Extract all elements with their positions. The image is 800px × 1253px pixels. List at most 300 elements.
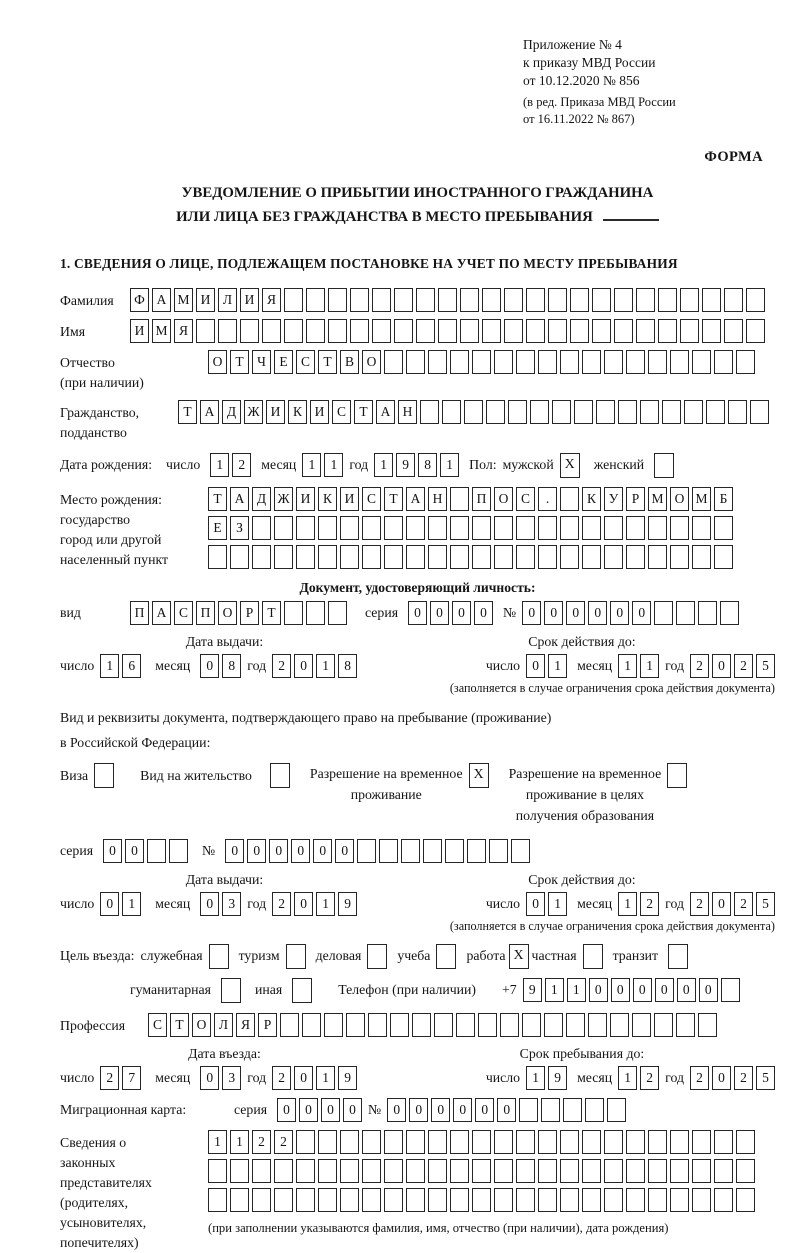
char-cell[interactable]: А [406, 487, 425, 511]
char-cell[interactable] [284, 601, 303, 625]
char-cell[interactable]: К [318, 487, 337, 511]
char-cell[interactable]: 0 [299, 1098, 318, 1122]
char-cell[interactable] [450, 1159, 469, 1183]
char-cell[interactable] [306, 601, 325, 625]
char-cell[interactable] [208, 1159, 227, 1183]
char-cell[interactable] [692, 350, 711, 374]
char-cell[interactable] [582, 1130, 601, 1154]
char-cell[interactable] [406, 1188, 425, 1212]
char-cell[interactable] [318, 1188, 337, 1212]
char-cell[interactable] [592, 319, 611, 343]
char-cell[interactable] [560, 1188, 579, 1212]
char-cell[interactable]: Я [174, 319, 193, 343]
char-cell[interactable] [296, 1188, 315, 1212]
char-cell[interactable] [428, 1188, 447, 1212]
checkbox-work[interactable]: X [509, 944, 529, 969]
char-cell[interactable] [362, 1159, 381, 1183]
char-cell[interactable] [494, 1130, 513, 1154]
char-cell[interactable] [684, 400, 703, 424]
char-cell[interactable] [274, 1188, 293, 1212]
char-cell[interactable] [640, 400, 659, 424]
checkbox-temp-permit-edu[interactable] [667, 763, 687, 788]
char-cell[interactable] [318, 516, 337, 540]
char-cell[interactable] [372, 288, 391, 312]
char-cell[interactable]: П [196, 601, 215, 625]
char-cell[interactable]: 0 [474, 601, 493, 625]
char-cell[interactable] [406, 516, 425, 540]
char-cell[interactable]: У [604, 487, 623, 511]
char-cell[interactable] [560, 1130, 579, 1154]
char-cell[interactable] [340, 1159, 359, 1183]
char-cell[interactable]: 1 [567, 978, 586, 1002]
char-cell[interactable]: П [472, 487, 491, 511]
char-cell[interactable] [482, 288, 501, 312]
char-cell[interactable] [306, 319, 325, 343]
char-cell[interactable]: Д [252, 487, 271, 511]
char-cell[interactable] [472, 1159, 491, 1183]
char-cell[interactable] [324, 1013, 343, 1037]
char-cell[interactable]: 1 [316, 892, 335, 916]
char-cell[interactable] [450, 1130, 469, 1154]
char-cell[interactable]: А [200, 400, 219, 424]
char-cell[interactable] [692, 1188, 711, 1212]
char-cell[interactable] [394, 288, 413, 312]
char-cell[interactable] [460, 319, 479, 343]
char-cell[interactable]: О [218, 601, 237, 625]
char-cell[interactable] [648, 1188, 667, 1212]
char-cell[interactable]: 2 [272, 654, 291, 678]
char-cell[interactable]: 0 [430, 601, 449, 625]
char-cell[interactable] [632, 1013, 651, 1037]
char-cell[interactable]: 0 [497, 1098, 516, 1122]
char-cell[interactable] [284, 319, 303, 343]
char-cell[interactable] [516, 545, 535, 569]
char-cell[interactable] [478, 1013, 497, 1037]
char-cell[interactable] [274, 516, 293, 540]
char-cell[interactable] [406, 350, 425, 374]
char-cell[interactable] [648, 1130, 667, 1154]
char-cell[interactable] [384, 350, 403, 374]
char-cell[interactable] [724, 319, 743, 343]
char-cell[interactable]: Б [714, 487, 733, 511]
char-cell[interactable]: 1 [100, 654, 119, 678]
char-cell[interactable] [516, 350, 535, 374]
char-cell[interactable] [486, 400, 505, 424]
char-cell[interactable]: 9 [396, 453, 415, 477]
char-cell[interactable] [670, 1130, 689, 1154]
char-cell[interactable]: 0 [294, 654, 313, 678]
char-cell[interactable] [262, 319, 281, 343]
char-cell[interactable]: 1 [122, 892, 141, 916]
char-cell[interactable] [296, 516, 315, 540]
char-cell[interactable]: 9 [548, 1066, 567, 1090]
char-cell[interactable] [698, 601, 717, 625]
char-cell[interactable] [494, 1188, 513, 1212]
char-cell[interactable]: П [130, 601, 149, 625]
checkbox-female[interactable] [654, 453, 674, 478]
char-cell[interactable]: 0 [387, 1098, 406, 1122]
checkbox-business[interactable] [209, 944, 229, 969]
checkbox-other[interactable] [292, 978, 312, 1003]
char-cell[interactable]: 0 [269, 839, 288, 863]
char-cell[interactable] [706, 400, 725, 424]
char-cell[interactable]: И [310, 400, 329, 424]
char-cell[interactable]: Е [208, 516, 227, 540]
char-cell[interactable] [560, 545, 579, 569]
char-cell[interactable] [724, 288, 743, 312]
char-cell[interactable] [384, 1188, 403, 1212]
char-cell[interactable] [607, 1098, 626, 1122]
char-cell[interactable] [676, 601, 695, 625]
char-cell[interactable]: 6 [122, 654, 141, 678]
char-cell[interactable]: А [376, 400, 395, 424]
char-cell[interactable] [714, 350, 733, 374]
checkbox-humanitarian[interactable] [221, 978, 241, 1003]
checkbox-male[interactable]: X [560, 453, 580, 478]
char-cell[interactable]: 0 [431, 1098, 450, 1122]
char-cell[interactable] [626, 1188, 645, 1212]
char-cell[interactable]: Н [428, 487, 447, 511]
char-cell[interactable] [379, 839, 398, 863]
char-cell[interactable] [362, 1130, 381, 1154]
char-cell[interactable] [721, 978, 740, 1002]
char-cell[interactable] [670, 1188, 689, 1212]
char-cell[interactable] [636, 319, 655, 343]
char-cell[interactable]: 5 [756, 654, 775, 678]
char-cell[interactable] [450, 1188, 469, 1212]
char-cell[interactable]: С [148, 1013, 167, 1037]
char-cell[interactable]: 1 [230, 1130, 249, 1154]
char-cell[interactable] [692, 1130, 711, 1154]
char-cell[interactable]: 8 [338, 654, 357, 678]
char-cell[interactable]: Л [214, 1013, 233, 1037]
char-cell[interactable]: 2 [274, 1130, 293, 1154]
char-cell[interactable]: 0 [200, 654, 219, 678]
char-cell[interactable]: 2 [100, 1066, 119, 1090]
char-cell[interactable] [372, 319, 391, 343]
char-cell[interactable] [252, 516, 271, 540]
char-cell[interactable]: 1 [302, 453, 321, 477]
char-cell[interactable] [692, 516, 711, 540]
char-cell[interactable]: 1 [316, 1066, 335, 1090]
char-cell[interactable] [230, 545, 249, 569]
char-cell[interactable] [566, 1013, 585, 1037]
checkbox-private[interactable] [583, 944, 603, 969]
char-cell[interactable]: Р [626, 487, 645, 511]
char-cell[interactable] [526, 319, 545, 343]
char-cell[interactable] [428, 1130, 447, 1154]
char-cell[interactable] [428, 516, 447, 540]
char-cell[interactable] [736, 350, 755, 374]
char-cell[interactable] [434, 1013, 453, 1037]
char-cell[interactable] [240, 319, 259, 343]
char-cell[interactable] [648, 545, 667, 569]
char-cell[interactable] [489, 839, 508, 863]
char-cell[interactable]: 0 [526, 892, 545, 916]
char-cell[interactable] [670, 1159, 689, 1183]
char-cell[interactable] [500, 1013, 519, 1037]
char-cell[interactable] [420, 400, 439, 424]
char-cell[interactable] [563, 1098, 582, 1122]
char-cell[interactable]: 0 [452, 601, 471, 625]
char-cell[interactable]: 0 [343, 1098, 362, 1122]
char-cell[interactable] [450, 350, 469, 374]
char-cell[interactable] [384, 545, 403, 569]
checkbox-visa[interactable] [94, 763, 114, 788]
char-cell[interactable] [692, 1159, 711, 1183]
char-cell[interactable]: Т [170, 1013, 189, 1037]
char-cell[interactable] [450, 545, 469, 569]
char-cell[interactable] [318, 1159, 337, 1183]
char-cell[interactable]: И [340, 487, 359, 511]
char-cell[interactable] [280, 1013, 299, 1037]
char-cell[interactable] [494, 350, 513, 374]
char-cell[interactable]: О [362, 350, 381, 374]
char-cell[interactable]: О [192, 1013, 211, 1037]
char-cell[interactable] [362, 1188, 381, 1212]
char-cell[interactable] [670, 516, 689, 540]
char-cell[interactable] [746, 288, 765, 312]
char-cell[interactable]: 0 [611, 978, 630, 1002]
char-cell[interactable] [530, 400, 549, 424]
char-cell[interactable] [596, 400, 615, 424]
char-cell[interactable] [423, 839, 442, 863]
char-cell[interactable] [428, 350, 447, 374]
char-cell[interactable] [472, 350, 491, 374]
char-cell[interactable]: И [296, 487, 315, 511]
char-cell[interactable]: В [340, 350, 359, 374]
char-cell[interactable] [464, 400, 483, 424]
char-cell[interactable] [746, 319, 765, 343]
char-cell[interactable] [702, 319, 721, 343]
char-cell[interactable] [592, 288, 611, 312]
char-cell[interactable] [472, 516, 491, 540]
char-cell[interactable] [384, 516, 403, 540]
char-cell[interactable]: С [362, 487, 381, 511]
char-cell[interactable]: 1 [210, 453, 229, 477]
char-cell[interactable] [445, 839, 464, 863]
char-cell[interactable]: 0 [522, 601, 541, 625]
char-cell[interactable] [680, 319, 699, 343]
char-cell[interactable] [618, 400, 637, 424]
char-cell[interactable]: 1 [548, 892, 567, 916]
char-cell[interactable]: 0 [677, 978, 696, 1002]
char-cell[interactable]: 2 [272, 1066, 291, 1090]
char-cell[interactable]: Л [218, 288, 237, 312]
char-cell[interactable]: 7 [122, 1066, 141, 1090]
char-cell[interactable] [560, 516, 579, 540]
char-cell[interactable] [296, 545, 315, 569]
char-cell[interactable] [648, 1159, 667, 1183]
char-cell[interactable]: 2 [734, 892, 753, 916]
char-cell[interactable] [460, 288, 479, 312]
char-cell[interactable]: 0 [125, 839, 144, 863]
char-cell[interactable] [680, 288, 699, 312]
char-cell[interactable] [416, 319, 435, 343]
char-cell[interactable] [438, 319, 457, 343]
char-cell[interactable]: 0 [200, 1066, 219, 1090]
char-cell[interactable]: 8 [222, 654, 241, 678]
char-cell[interactable] [340, 1130, 359, 1154]
char-cell[interactable]: 0 [526, 654, 545, 678]
char-cell[interactable]: 0 [655, 978, 674, 1002]
char-cell[interactable] [604, 350, 623, 374]
char-cell[interactable]: С [174, 601, 193, 625]
char-cell[interactable]: 0 [103, 839, 122, 863]
char-cell[interactable] [662, 400, 681, 424]
char-cell[interactable]: 1 [208, 1130, 227, 1154]
char-cell[interactable] [670, 350, 689, 374]
char-cell[interactable]: И [196, 288, 215, 312]
char-cell[interactable]: 5 [756, 892, 775, 916]
char-cell[interactable] [218, 319, 237, 343]
char-cell[interactable] [714, 1130, 733, 1154]
char-cell[interactable]: М [648, 487, 667, 511]
char-cell[interactable] [390, 1013, 409, 1037]
char-cell[interactable]: 0 [225, 839, 244, 863]
char-cell[interactable] [728, 400, 747, 424]
char-cell[interactable] [456, 1013, 475, 1037]
char-cell[interactable]: 1 [618, 1066, 637, 1090]
char-cell[interactable]: 0 [589, 978, 608, 1002]
char-cell[interactable]: 2 [734, 1066, 753, 1090]
checkbox-study[interactable] [436, 944, 456, 969]
char-cell[interactable] [284, 288, 303, 312]
char-cell[interactable] [574, 400, 593, 424]
char-cell[interactable] [548, 319, 567, 343]
char-cell[interactable] [560, 1159, 579, 1183]
char-cell[interactable] [750, 400, 769, 424]
char-cell[interactable]: 0 [408, 601, 427, 625]
char-cell[interactable]: 2 [252, 1130, 271, 1154]
char-cell[interactable] [494, 545, 513, 569]
char-cell[interactable]: И [266, 400, 285, 424]
char-cell[interactable] [614, 319, 633, 343]
char-cell[interactable] [519, 1098, 538, 1122]
char-cell[interactable] [368, 1013, 387, 1037]
char-cell[interactable] [570, 319, 589, 343]
char-cell[interactable]: 9 [338, 892, 357, 916]
char-cell[interactable] [626, 350, 645, 374]
checkbox-residence-permit[interactable] [270, 763, 290, 788]
char-cell[interactable]: Т [384, 487, 403, 511]
char-cell[interactable] [736, 1159, 755, 1183]
char-cell[interactable]: И [240, 288, 259, 312]
char-cell[interactable] [442, 400, 461, 424]
char-cell[interactable] [252, 1159, 271, 1183]
char-cell[interactable] [169, 839, 188, 863]
char-cell[interactable] [296, 1130, 315, 1154]
char-cell[interactable] [560, 350, 579, 374]
char-cell[interactable]: 1 [316, 654, 335, 678]
char-cell[interactable]: 0 [712, 892, 731, 916]
char-cell[interactable] [522, 1013, 541, 1037]
char-cell[interactable] [582, 1188, 601, 1212]
char-cell[interactable]: А [152, 288, 171, 312]
char-cell[interactable] [328, 288, 347, 312]
char-cell[interactable] [714, 1188, 733, 1212]
char-cell[interactable]: 1 [440, 453, 459, 477]
char-cell[interactable] [582, 516, 601, 540]
char-cell[interactable] [516, 1188, 535, 1212]
char-cell[interactable] [406, 545, 425, 569]
char-cell[interactable] [438, 288, 457, 312]
char-cell[interactable] [340, 1188, 359, 1212]
char-cell[interactable] [350, 319, 369, 343]
char-cell[interactable]: Ж [274, 487, 293, 511]
char-cell[interactable] [494, 1159, 513, 1183]
char-cell[interactable] [604, 1188, 623, 1212]
char-cell[interactable] [306, 288, 325, 312]
char-cell[interactable]: Ф [130, 288, 149, 312]
char-cell[interactable]: 0 [712, 1066, 731, 1090]
char-cell[interactable]: 1 [545, 978, 564, 1002]
char-cell[interactable]: 0 [294, 1066, 313, 1090]
char-cell[interactable] [538, 516, 557, 540]
char-cell[interactable] [340, 545, 359, 569]
char-cell[interactable] [648, 516, 667, 540]
char-cell[interactable] [406, 1130, 425, 1154]
char-cell[interactable] [560, 487, 579, 511]
char-cell[interactable]: 1 [640, 654, 659, 678]
checkbox-commercial[interactable] [367, 944, 387, 969]
char-cell[interactable] [504, 288, 523, 312]
char-cell[interactable]: Д [222, 400, 241, 424]
char-cell[interactable]: 0 [335, 839, 354, 863]
char-cell[interactable]: 0 [100, 892, 119, 916]
char-cell[interactable] [362, 516, 381, 540]
char-cell[interactable]: 2 [734, 654, 753, 678]
char-cell[interactable]: 0 [566, 601, 585, 625]
char-cell[interactable] [714, 545, 733, 569]
char-cell[interactable]: 5 [756, 1066, 775, 1090]
char-cell[interactable] [508, 400, 527, 424]
char-cell[interactable] [196, 319, 215, 343]
char-cell[interactable] [736, 1188, 755, 1212]
char-cell[interactable]: С [332, 400, 351, 424]
char-cell[interactable] [526, 288, 545, 312]
checkbox-temp-permit[interactable]: X [469, 763, 489, 788]
char-cell[interactable]: 0 [453, 1098, 472, 1122]
char-cell[interactable] [406, 1159, 425, 1183]
char-cell[interactable] [692, 545, 711, 569]
char-cell[interactable]: 2 [232, 453, 251, 477]
char-cell[interactable]: 1 [548, 654, 567, 678]
char-cell[interactable] [494, 516, 513, 540]
char-cell[interactable] [394, 319, 413, 343]
char-cell[interactable] [720, 601, 739, 625]
char-cell[interactable]: Ч [252, 350, 271, 374]
char-cell[interactable]: 0 [294, 892, 313, 916]
char-cell[interactable] [648, 350, 667, 374]
char-cell[interactable]: Т [208, 487, 227, 511]
char-cell[interactable]: Р [240, 601, 259, 625]
char-cell[interactable] [604, 516, 623, 540]
char-cell[interactable] [604, 1130, 623, 1154]
char-cell[interactable] [698, 1013, 717, 1037]
char-cell[interactable] [736, 1130, 755, 1154]
char-cell[interactable] [428, 545, 447, 569]
char-cell[interactable] [230, 1159, 249, 1183]
char-cell[interactable]: 0 [321, 1098, 340, 1122]
char-cell[interactable]: О [208, 350, 227, 374]
char-cell[interactable]: 0 [200, 892, 219, 916]
char-cell[interactable] [274, 1159, 293, 1183]
char-cell[interactable]: К [582, 487, 601, 511]
checkbox-transit[interactable] [668, 944, 688, 969]
char-cell[interactable]: 0 [409, 1098, 428, 1122]
char-cell[interactable] [340, 516, 359, 540]
